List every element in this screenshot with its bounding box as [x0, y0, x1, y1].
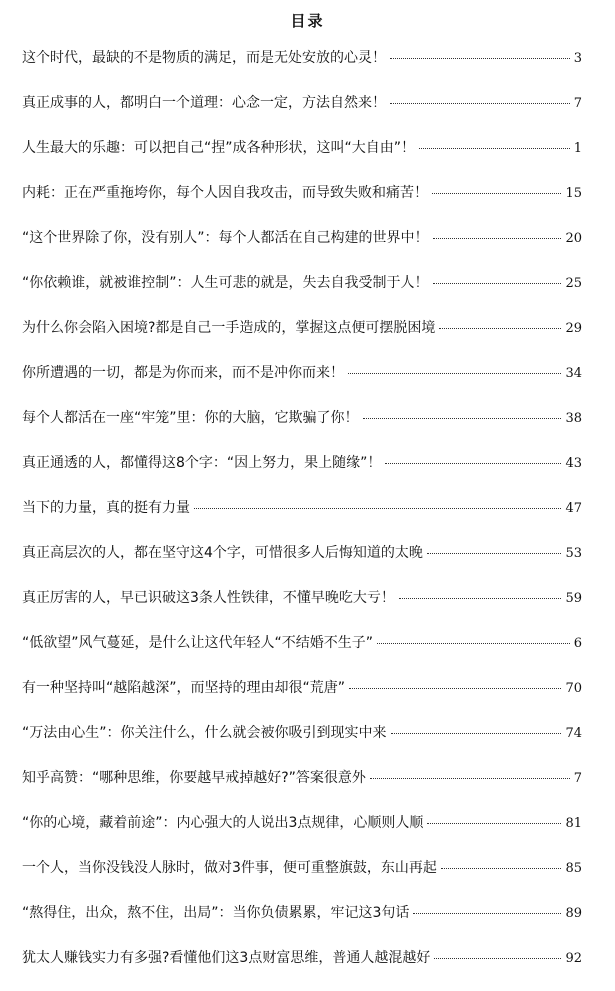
dot-leader: [370, 778, 570, 779]
dot-leader: [348, 373, 561, 374]
toc-list: [22, 46, 582, 991]
toc-entry[interactable]: [22, 226, 582, 271]
toc-entry-title: 真正厉害的人，早已识破这3条人性铁律，不懂早晚吃大亏！: [22, 590, 395, 606]
toc-entry-title: 你所遭遇的一切，都是为你而来，而不是冲你而来！: [22, 365, 344, 381]
dot-leader: [433, 283, 562, 284]
toc-entry-title: “万法由心生”：你关注什么，什么就会被你吸引到现实中来: [22, 725, 387, 741]
toc-entry[interactable]: [22, 721, 582, 766]
toc-page-number: 1: [573, 141, 582, 156]
toc-entry-title: “熬得住，出众，熬不住，出局”：当你负债累累，牢记这3句话: [22, 905, 410, 921]
dot-leader: [419, 148, 570, 149]
toc-entry-title: “你的心境，藏着前途”：内心强大的人说出3点规律，心顺则人顺: [22, 815, 424, 831]
dot-leader: [390, 103, 570, 104]
toc-entry[interactable]: [22, 46, 582, 91]
toc-page-number: 38: [565, 411, 582, 426]
toc-entry[interactable]: [22, 271, 582, 316]
toc-entry[interactable]: [22, 91, 582, 136]
toc-entry-title: 犹太人赚钱实力有多强?看懂他们这3点财富思维，普通人越混越好: [22, 950, 431, 966]
toc-entry[interactable]: [22, 541, 582, 586]
toc-page-number: 81: [565, 816, 582, 831]
dot-leader: [194, 508, 561, 509]
toc-page-number: 59: [565, 591, 582, 606]
toc-entry[interactable]: [22, 586, 582, 631]
toc-page-number: 92: [565, 951, 582, 966]
toc-entry-title: 一个人，当你没钱没人脉时，做对3件事，便可重整旗鼓，东山再起: [22, 860, 437, 876]
toc-page-number: 89: [565, 906, 582, 921]
toc-page-number: 25: [565, 276, 582, 291]
dot-leader: [385, 463, 561, 464]
toc-entry[interactable]: [22, 631, 582, 676]
toc-entry-title: 这个时代，最缺的不是物质的满足，而是无处安放的心灵！: [22, 50, 386, 66]
toc-page-number: 70: [565, 681, 582, 696]
toc-entry-title: 每个人都活在一座“牢笼”里：你的大脑，它欺骗了你！: [22, 410, 359, 426]
toc-page-number: 7: [573, 771, 582, 786]
toc-entry-title: 当下的力量，真的挺有力量: [22, 500, 190, 516]
dot-leader: [427, 553, 562, 554]
toc-page-number: 34: [565, 366, 582, 381]
toc-title: 目录: [290, 12, 325, 30]
toc-entry[interactable]: [22, 676, 582, 721]
toc-entry[interactable]: [22, 181, 582, 226]
toc-page-number: 20: [565, 231, 582, 246]
toc-page-number: 47: [565, 501, 582, 516]
toc-entry-title: 有一种坚持叫“越陷越深”，而坚持的理由却很“荒唐”: [22, 680, 346, 696]
toc-page-number: 53: [565, 546, 582, 561]
toc-entry[interactable]: [22, 856, 582, 901]
toc-entry-title: 真正成事的人，都明白一个道理：心念一定，方法自然来！: [22, 95, 386, 111]
toc-entry[interactable]: [22, 496, 582, 541]
toc-entry-title: “你依赖谁，就被谁控制”：人生可悲的就是，失去自我受制于人！: [22, 275, 429, 291]
toc-entry[interactable]: [22, 811, 582, 856]
dot-leader: [413, 913, 561, 914]
toc-page-number: 6: [573, 636, 582, 651]
toc-entry-title: 真正通透的人，都懂得这8个字：“因上努力，果上随缘”！: [22, 455, 382, 471]
toc-entry[interactable]: [22, 901, 582, 946]
toc-entry[interactable]: [22, 136, 582, 181]
toc-page-number: 15: [565, 186, 582, 201]
dot-leader: [391, 733, 562, 734]
dot-leader: [434, 958, 561, 959]
toc-entry-title: 真正高层次的人，都在坚守这4个字，可惜很多人后悔知道的太晚: [22, 545, 423, 561]
toc-page-number: 29: [565, 321, 582, 336]
toc-entry-title: “这个世界除了你，没有别人”：每个人都活在自己构建的世界中！: [22, 230, 429, 246]
toc-page-number: 7: [573, 96, 582, 111]
toc-page-number: 3: [573, 51, 582, 66]
dot-leader: [363, 418, 562, 419]
toc-entry[interactable]: [22, 946, 582, 991]
dot-leader: [349, 688, 561, 689]
dot-leader: [441, 868, 562, 869]
dot-leader: [399, 598, 562, 599]
toc-entry[interactable]: [22, 406, 582, 451]
dot-leader: [433, 238, 562, 239]
dot-leader: [390, 58, 570, 59]
toc-entry-title: 内耗：正在严重拖垮你，每个人因自我攻击，而导致失败和痛苦！: [22, 185, 428, 201]
dot-leader: [427, 823, 561, 824]
toc-entry[interactable]: [22, 316, 582, 361]
toc-page-number: 43: [565, 456, 582, 471]
toc-page-number: 85: [565, 861, 582, 876]
toc-entry-title: 为什么你会陷入困境?都是自己一手造成的，掌握这点便可摆脱困境: [22, 320, 436, 336]
toc-entry[interactable]: [22, 451, 582, 496]
toc-entry-title: 人生最大的乐趣：可以把自己“捏”成各种形状，这叫“大自由”！: [22, 140, 416, 156]
toc-entry[interactable]: [22, 766, 582, 811]
dot-leader: [377, 643, 570, 644]
toc-entry-title: “低欲望”风气蔓延，是什么让这代年轻人“不结婚不生子”: [22, 635, 374, 651]
toc-page-number: 74: [565, 726, 582, 741]
dot-leader: [432, 193, 561, 194]
toc-entry-title: 知乎高赞：“哪种思维，你要越早戒掉越好?”答案很意外: [22, 770, 366, 786]
toc-entry[interactable]: [22, 361, 582, 406]
dot-leader: [439, 328, 561, 329]
